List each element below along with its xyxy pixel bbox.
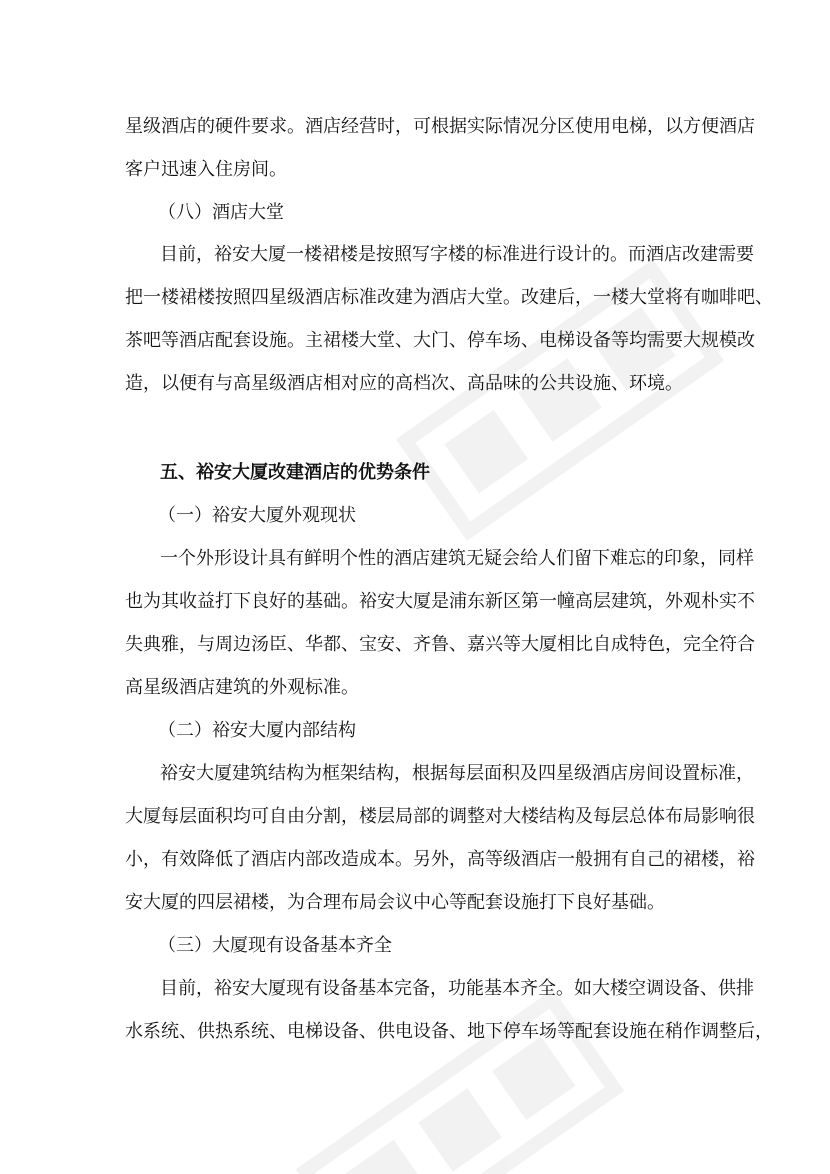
paragraph-line: 水系统、供热系统、电梯设备、供电设备、地下停车场等配套设施在稍作调整后， (125, 1021, 773, 1042)
paragraph-line: 造，以便有与高星级酒店相对应的高档次、高品味的公共设施、环境。 (125, 373, 683, 394)
paragraph-line: 目前，裕安大厦现有设备基本完备，功能基本齐全。如大楼空调设备、供排 (160, 978, 754, 999)
paragraph-line: 裕安大厦建筑结构为框架结构，根据每层面积及四星级酒店房间设置标准， (160, 763, 754, 784)
paragraph-line: 客户迅速入住房间。 (125, 159, 287, 180)
subheading-interior: （二）裕安大厦内部结构 (158, 720, 356, 741)
paragraph-line: 把一楼裙楼按照四星级酒店标准改建为酒店大堂。改建后，一楼大堂将有咖啡吧、 (125, 287, 773, 308)
paragraph-line: 安大厦的四层裙楼，为合理布局会议中心等配套设施打下良好基础。 (125, 892, 665, 913)
paragraph-line: 失典雅，与周边汤臣、华都、宝安、齐鲁、嘉兴等大厦相比自成特色，完全符合 (125, 634, 755, 655)
paragraph-line: 茶吧等酒店配套设施。主裙楼大堂、大门、停车场、电梯设备等均需要大规模改 (125, 330, 755, 351)
subheading-equipment: （三）大厦现有设备基本齐全 (158, 935, 392, 956)
subheading-exterior: （一）裕安大厦外观现状 (158, 505, 356, 526)
paragraph-line: 小，有效降低了酒店内部改造成本。另外，高等级酒店一般拥有自己的裙楼，裕 (125, 849, 755, 870)
paragraph-line: 一个外形设计具有鲜明个性的酒店建筑无疑会给人们留下难忘的印象，同样 (160, 548, 754, 569)
paragraph-line: 目前，裕安大厦一楼裙楼是按照写字楼的标准进行设计的。而酒店改建需要 (160, 244, 754, 265)
paragraph-line: 星级酒店的硬件要求。酒店经营时，可根据实际情况分区使用电梯，以方便酒店 (125, 116, 755, 137)
paragraph-line: 高星级酒店建筑的外观标准。 (125, 677, 359, 698)
paragraph-line: 大厦每层面积均可自由分割，楼层局部的调整对大楼结构及每层总体布局影响很 (125, 806, 755, 827)
paragraph-line: 也为其收益打下良好的基础。裕安大厦是浦东新区第一幢高层建筑，外观朴实不 (125, 591, 755, 612)
section-heading: 五、裕安大厦改建酒店的优势条件 (160, 462, 430, 483)
subheading-hotel-lobby: （八）酒店大堂 (158, 202, 284, 223)
